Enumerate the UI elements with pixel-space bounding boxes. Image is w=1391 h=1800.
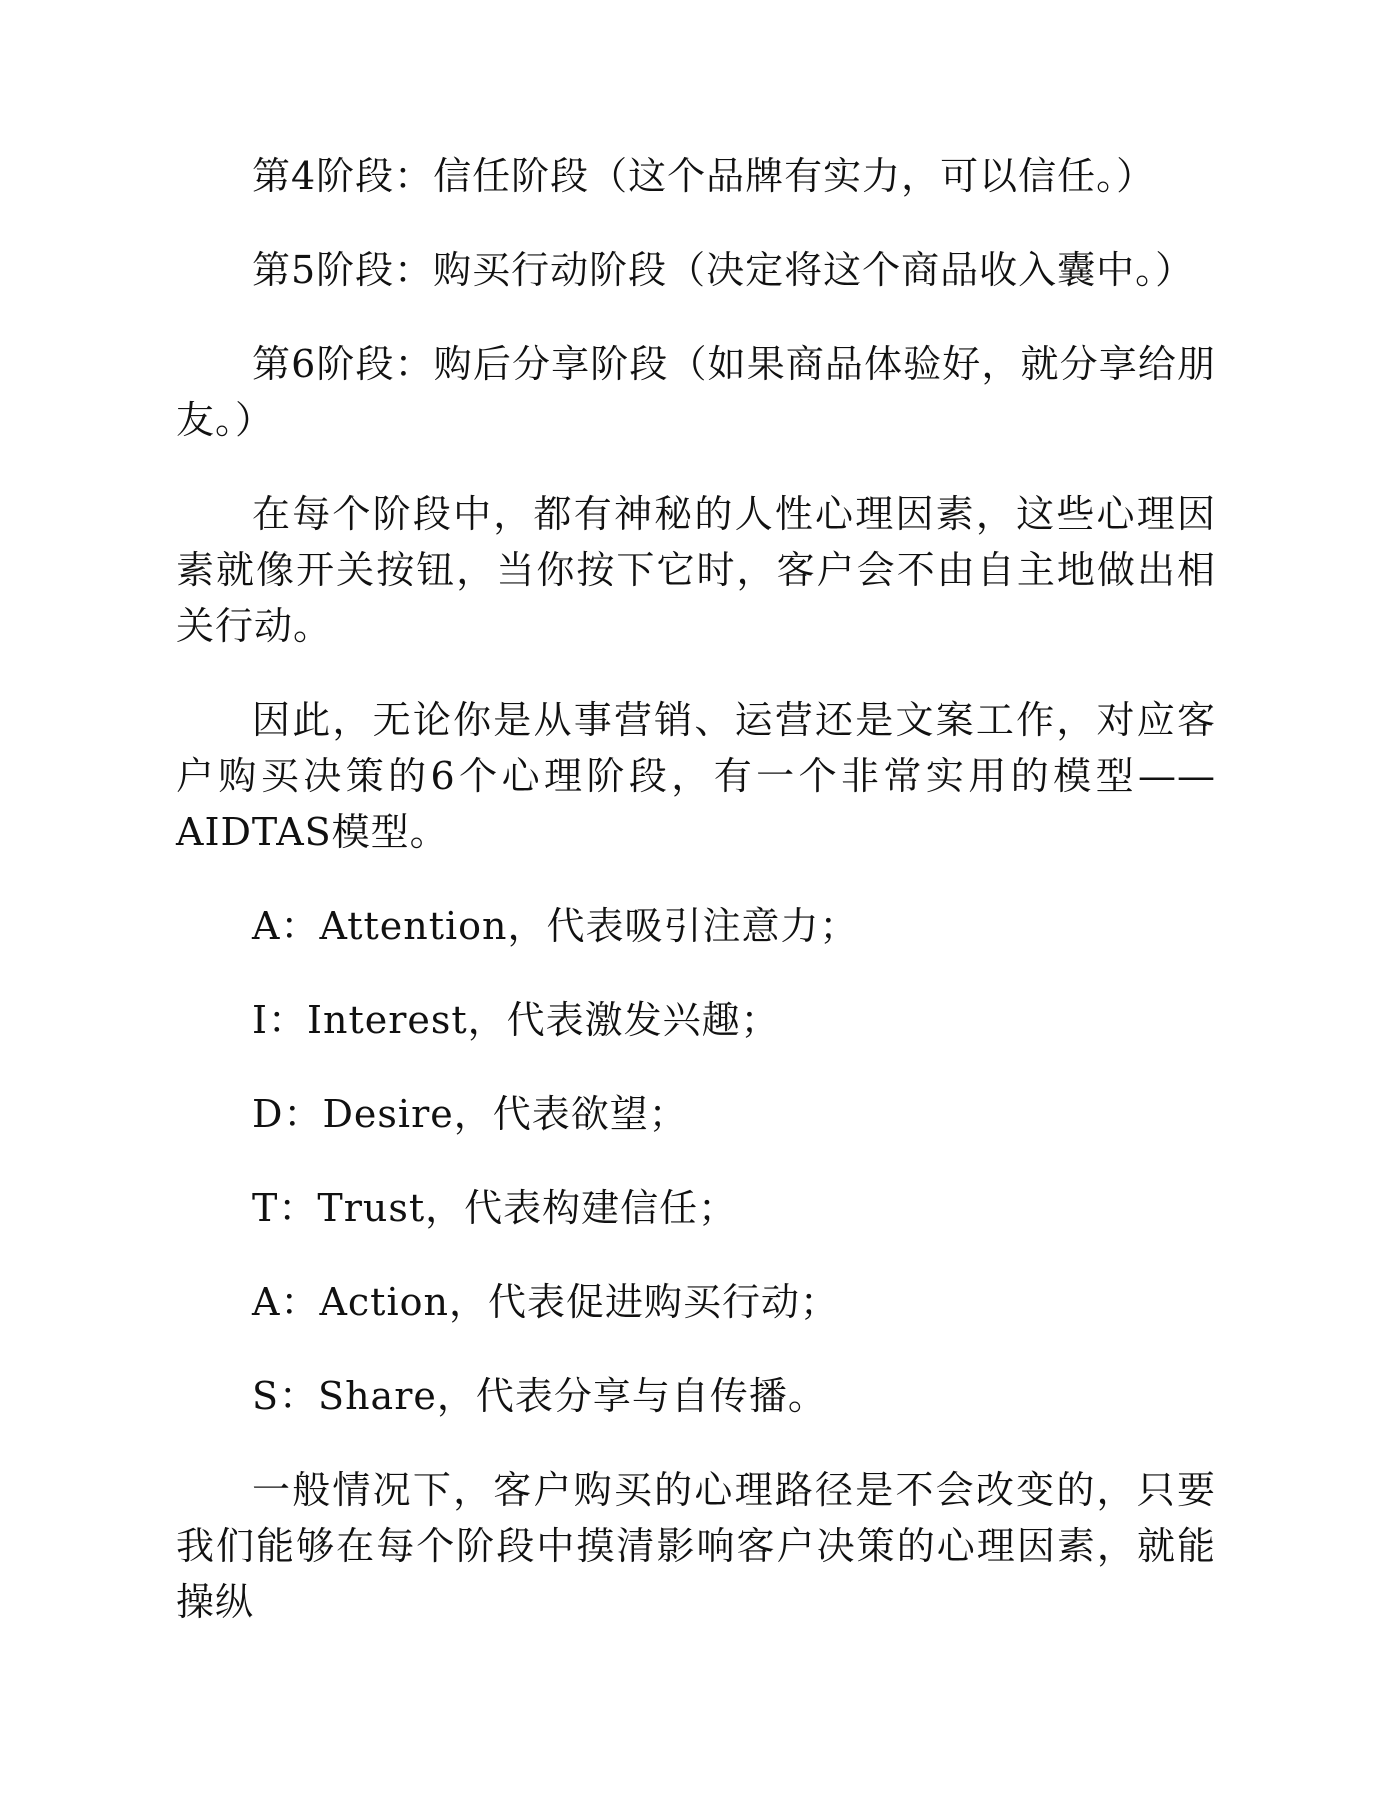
paragraph-conclusion: 一般情况下，客户购买的心理路径是不会改变的，只要我们能够在每个阶段中摸清影响客户决策的心理因素，就能操纵: [176, 1468, 1216, 1624]
paragraph-stage-6: 第6阶段：购后分享阶段（如果商品体验好，就分享给朋友。）: [176, 342, 1216, 442]
list-item-trust: T：Trust，代表构建信任；: [252, 1186, 738, 1230]
paragraph-stage-5: 第5阶段：购买行动阶段（决定将这个商品收入囊中。）: [252, 248, 1195, 292]
list-item-action: A：Action，代表促进购买行动；: [252, 1280, 839, 1324]
paragraph-stage-4: 第4阶段：信任阶段（这个品牌有实力，可以信任。）: [252, 154, 1156, 198]
list-item-desire: D：Desire，代表欲望；: [252, 1092, 688, 1136]
list-item-attention: A：Attention，代表吸引注意力；: [252, 904, 859, 948]
document-body: [176, 148, 1216, 1630]
list-item-share: S：Share，代表分享与自传播。: [252, 1374, 827, 1418]
paragraph-aidtas-intro: 因此，无论你是从事营销、运营还是文案工作，对应客户购买决策的6个心理阶段，有一个非常实用的模型——AIDTAS模型。: [176, 698, 1216, 854]
list-item-interest: I：Interest，代表激发兴趣；: [252, 998, 780, 1042]
paragraph-psychology-factors: 在每个阶段中，都有神秘的人性心理因素，这些心理因素就像开关按钮，当你按下它时，客户会不由自主地做出相关行动。: [176, 492, 1216, 648]
